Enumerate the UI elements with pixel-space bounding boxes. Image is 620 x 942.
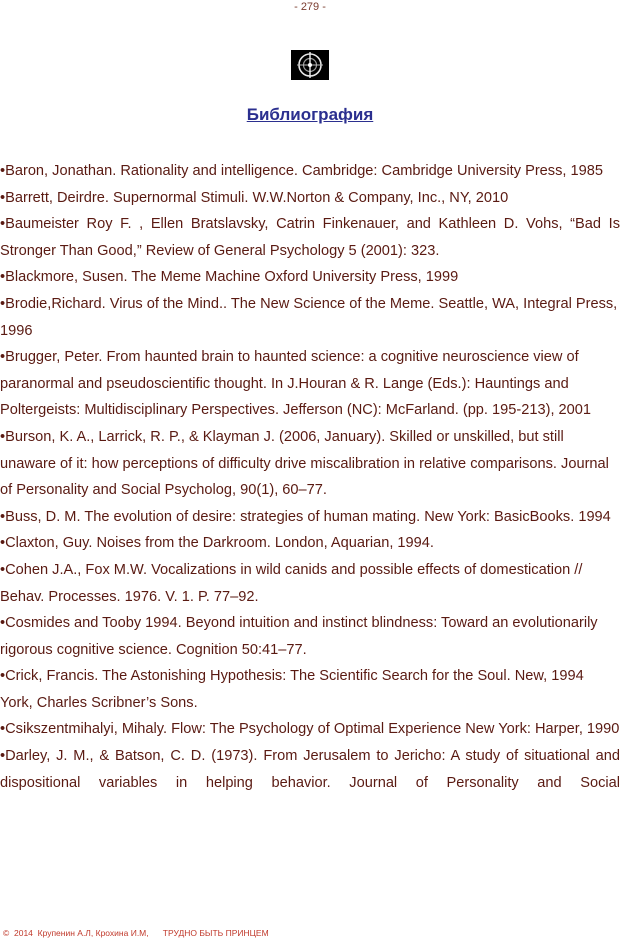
bibliography-entry: •Barrett, Deirdre. Supernormal Stimuli. W.W.Norton & Company, Inc., NY, 2010	[0, 189, 509, 206]
bibliography-list	[0, 158, 620, 796]
bibliography-entry: •Blackmore, Susen. The Meme Machine Oxford University Press, 1999	[0, 269, 459, 286]
bibliography-entry: •Burson, K. A., Larrick, R. P., & Klayman J. (2006, January). Skilled or unskilled, but still unaware of it: how perceptions of difficulty drive miscalibration in relative comparisons. Journal of Personality and Social Psycholog, 90(1), 60–77.	[0, 428, 609, 499]
bibliography-entry: •Brugger, Peter. From haunted brain to haunted science: a cognitive neuroscience view of paranormal and pseudoscientific thought. In J.Houran & R. Lange (Eds.): Hauntings and Poltergeists: Multidisciplinary Perspectives. Jefferson (NC): McFarland. (pp. 195-213), 2001	[0, 349, 592, 419]
bibliography-entry: •Baron, Jonathan. Rationality and intelligence. Cambridge: Cambridge University Press, 1985	[0, 163, 603, 179]
bibliography-heading: Библиография	[246, 105, 374, 124]
bibliography-entry: •Csikszentmihalyi, Mihaly. Flow: The Psychology of Optimal Experience New York: Harper, 1990	[0, 721, 620, 738]
page-number: - 279 -	[294, 1, 326, 13]
bibliography-entry: •Crick, Francis. The Astonishing Hypothesis: The Scientific Search for the Soul. New, 1994 York, Charles Scribner’s Sons.	[0, 668, 584, 711]
bibliography-entry: •Brodie,Richard. Virus of the Mind.. The New Science of the Meme. Seattle, WA, Integral Press, 1996	[0, 295, 618, 339]
bibliography-entry: •Buss, D. M. The evolution of desire: strategies of human mating. New York: BasicBooks. 1994	[0, 508, 611, 525]
footer-copyright: © 2014 Крупенин А.Л, Крохина И.М, ТРУДНО БЫТЬ ПРИНЦЕМ	[3, 928, 269, 938]
bibliography-entry: •Darley, J. M., & Batson, C. D. (1973). From Jerusalem to Jericho: A study of situational and dispositional variables in helping behavior. Journal of Personality and Social	[0, 748, 620, 791]
emblem-icon	[291, 50, 329, 80]
bibliography-entry: •Cosmides and Tooby 1994. Beyond intuition and instinct blindness: Toward an evolutionarily rigorous cognitive science. Cognition 50:41–77.	[0, 615, 598, 658]
bibliography-entry: •Claxton, Guy. Noises from the Darkroom. London, Aquarian, 1994.	[0, 535, 434, 552]
bibliography-entry: •Baumeister Roy F. , Ellen Bratslavsky, Catrin Finkenauer, and Kathleen D. Vohs, “Bad Is Stronger Than Good,” Review of General Psychology 5 (2001): 323.	[0, 216, 620, 259]
bibliography-entry: •Cohen J.A., Fox M.W. Vocalizations in wild canids and possible effects of domestication // Behav. Processes. 1976. V. 1. P. 77–92.	[0, 561, 583, 605]
